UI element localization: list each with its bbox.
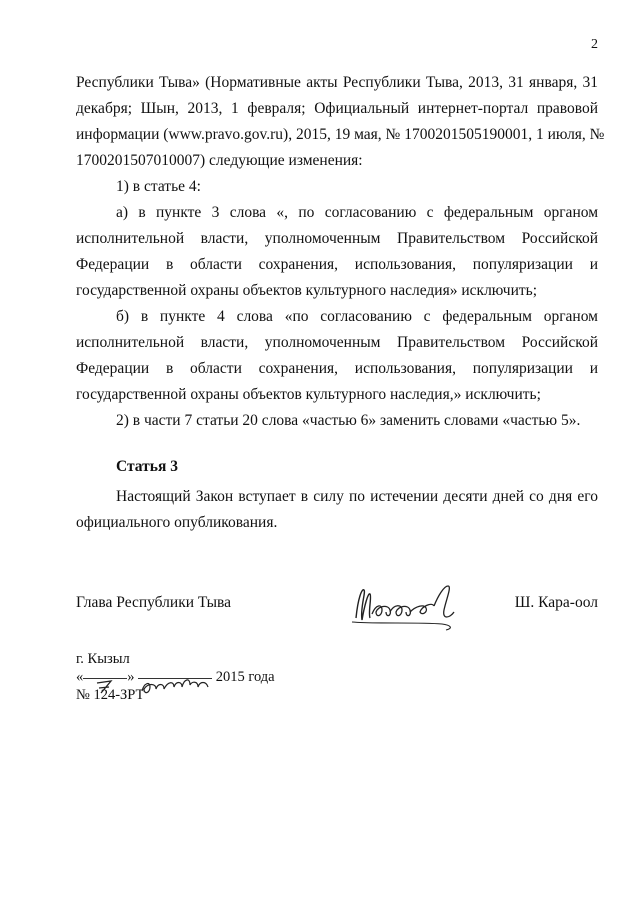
page-number: 2 bbox=[591, 37, 598, 52]
item-2 bbox=[76, 408, 598, 434]
article-3-text bbox=[76, 484, 598, 536]
year-text: 2015 года bbox=[215, 669, 275, 685]
text-line: Настоящий Закон вступает в силу по истечении десяти дней со дня его bbox=[116, 488, 598, 505]
text-line: государственной охраны объектов культурного наследия» исключить; bbox=[76, 282, 538, 299]
item-a bbox=[76, 200, 598, 304]
text-line: а) в пункте 3 слова «, по согласованию с федеральным органом bbox=[116, 204, 598, 221]
handwritten-day-graphic bbox=[83, 675, 127, 697]
place-date-block bbox=[76, 650, 275, 704]
handwritten-month-graphic bbox=[138, 675, 212, 699]
article-3-heading: Статья 3 bbox=[116, 458, 178, 475]
text-line: Федерации в области сохранения, использования, популяризации и bbox=[76, 256, 598, 273]
text-line: государственной охраны объектов культурного наследия,» исключить; bbox=[76, 386, 541, 403]
text-line: 1700201507010007) следующие изменения: bbox=[76, 152, 363, 169]
text-line: декабря; Шын, 2013, 1 февраля; Официальный интернет-портал правовой bbox=[76, 100, 598, 117]
close-quote: » bbox=[127, 669, 135, 685]
city: г. Кызыл bbox=[76, 651, 130, 667]
text-line: исполнительной власти, уполномоченным Правительством Российской bbox=[76, 334, 598, 351]
text-line: исполнительной власти, уполномоченным Правительством Российской bbox=[76, 230, 598, 247]
text-line: Республики Тыва» (Нормативные акты Республики Тыва, 2013, 31 января, 31 bbox=[76, 74, 598, 91]
paragraph-amendments-source bbox=[76, 70, 605, 174]
text-line: официального опубликования. bbox=[76, 514, 278, 531]
text-line: 1) в статье 4: bbox=[116, 178, 201, 195]
date-line bbox=[76, 668, 275, 686]
open-quote: « bbox=[76, 669, 84, 685]
text-line: Федерации в области сохранения, использования, популяризации и bbox=[76, 360, 598, 377]
text-line: информации (www.pravo.gov.ru), 2015, 19 мая, № 1700201505190001, 1 июля, № bbox=[76, 126, 605, 143]
signatory-title: Глава Республики Тыва bbox=[76, 594, 232, 611]
text-line: 2) в части 7 статьи 20 слова «частью 6» заменить словами «частью 5». bbox=[116, 412, 581, 429]
text-line: б) в пункте 4 слова «по согласованию с федеральным органом bbox=[116, 308, 598, 325]
handwritten-signature bbox=[346, 578, 468, 632]
item-1-intro bbox=[76, 174, 598, 200]
item-b bbox=[76, 304, 598, 408]
law-number: № 124-ЗРТ bbox=[76, 687, 145, 703]
signatory-name: Ш. Кара-оол bbox=[514, 594, 598, 611]
